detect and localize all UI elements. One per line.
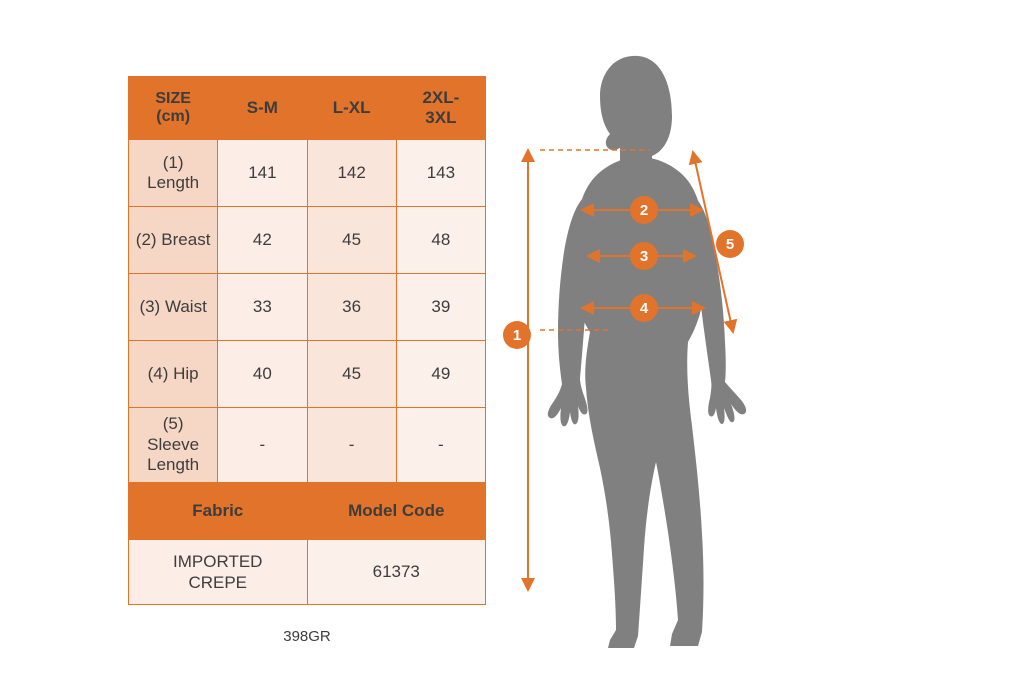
fabric-value [129, 540, 308, 605]
badge-4-hip: 4 [630, 294, 658, 322]
size-chart-table [128, 76, 486, 605]
row-label-breast: (2) Breast [129, 207, 218, 274]
silhouette-body [548, 56, 746, 648]
column-header-size [129, 77, 218, 140]
cell-breast-s-m: 42 [218, 207, 307, 274]
column-header-l-xl: L-XL [307, 77, 396, 140]
badge-2-breast: 2 [630, 196, 658, 224]
row-label-hip: (4) Hip [129, 341, 218, 408]
badge-3-waist: 3 [630, 242, 658, 270]
row-label-sleeve-line3: Length [147, 455, 200, 475]
table-row [129, 140, 486, 207]
row-label-sleeve-line1: (5) [162, 414, 184, 434]
cell-hip-s-m: 40 [218, 341, 307, 408]
cell-hip-2xl-3xl: 49 [396, 341, 485, 408]
column-header-2xl-3xl-line2: 3XL [425, 108, 457, 127]
fabric-header: Fabric [129, 483, 308, 540]
cell-hip-l-xl: 45 [307, 341, 396, 408]
column-header-2xl-3xl [396, 77, 485, 140]
model-code-header: Model Code [307, 483, 486, 540]
table-row [129, 341, 486, 408]
product-code-label: 398GR [283, 628, 331, 645]
table-body [129, 140, 486, 605]
model-code-value: 61373 [307, 540, 486, 605]
cell-waist-s-m: 33 [218, 274, 307, 341]
cell-waist-2xl-3xl: 39 [396, 274, 485, 341]
size-table [128, 76, 486, 605]
cell-sleeve-s-m: - [218, 408, 307, 483]
column-header-size-line1: SIZE [155, 89, 191, 107]
table-header-row [129, 77, 486, 140]
column-header-2xl-3xl-line1: 2XL- [422, 88, 460, 108]
female-silhouette-diagram [490, 20, 1010, 660]
badge-5-sleeve-length: 5 [716, 230, 744, 258]
fabric-value-line1: IMPORTED [173, 551, 263, 571]
cell-sleeve-l-xl: - [307, 408, 396, 483]
cell-length-2xl-3xl: 143 [396, 140, 485, 207]
row-label-sleeve-line2: Sleeve [147, 434, 200, 454]
cell-length-s-m: 141 [218, 140, 307, 207]
column-header-s-m: S-M [218, 77, 307, 140]
table-footer-header-row [129, 483, 486, 540]
measurement-figure [490, 20, 1010, 660]
table-header [129, 77, 486, 140]
row-label-sleeve-length [129, 408, 218, 483]
table-footer-value-row [129, 540, 486, 605]
cell-breast-l-xl: 45 [307, 207, 396, 274]
row-label-length [129, 140, 218, 207]
table-row [129, 274, 486, 341]
column-header-size-line2: (cm) [156, 108, 191, 125]
row-label-length-line1: (1) [162, 152, 184, 172]
table-row [129, 408, 486, 483]
cell-sleeve-2xl-3xl: - [396, 408, 485, 483]
row-label-length-line2: Length [147, 173, 200, 192]
cell-breast-2xl-3xl: 48 [396, 207, 485, 274]
fabric-value-line2: CREPE [188, 573, 248, 592]
badge-1-length: 1 [503, 321, 531, 349]
table-row [129, 207, 486, 274]
cell-waist-l-xl: 36 [307, 274, 396, 341]
cell-length-l-xl: 142 [307, 140, 396, 207]
row-label-waist: (3) Waist [129, 274, 218, 341]
